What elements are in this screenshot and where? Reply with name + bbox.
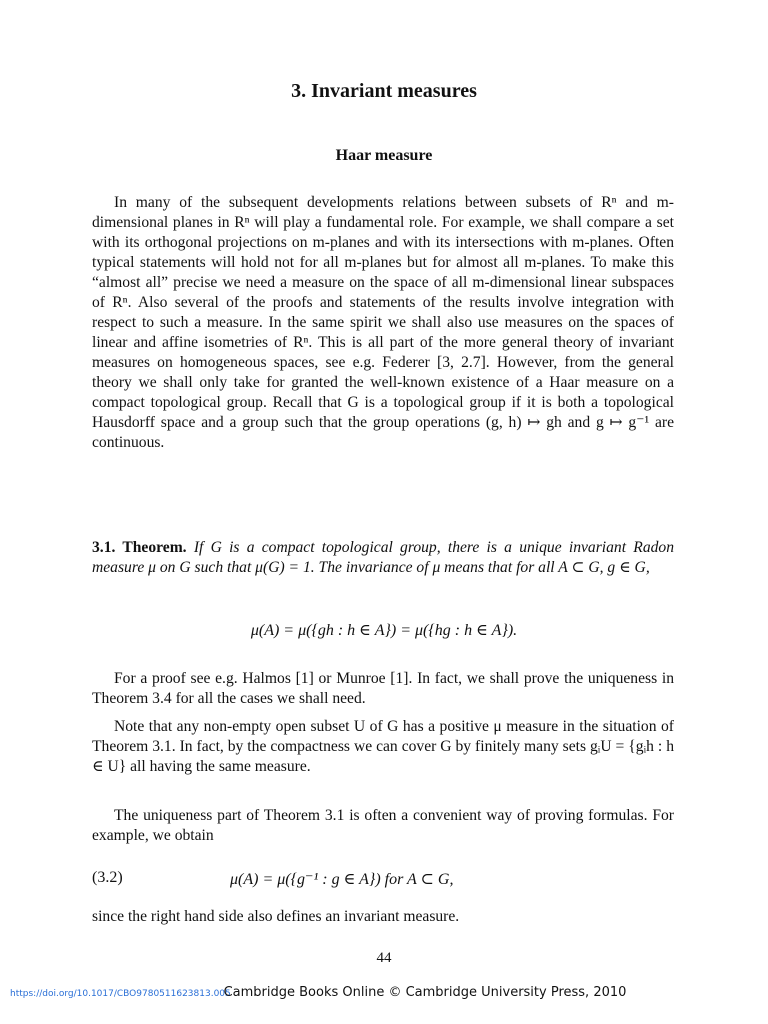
footer [0,985,768,1005]
chapter-title: 3. Invariant measures [291,80,477,102]
theorem-heading: 3.1. Theorem. [92,539,187,556]
equation-3-2-label: (3.2) [92,869,123,886]
doi-link[interactable]: https://doi.org/10.1017/CBO9780511623813.005 [10,989,231,999]
page-number: 44 [376,950,392,966]
paragraph-uniqueness: The uniqueness part of Theorem 3.1 is often a convenient way of proving formulas. For example, we obtain [92,807,674,844]
paragraph-conclusion: since the right hand side also defines an invariant measure. [92,908,460,925]
theorem-statement: If G is a compact topological group, there is a unique invariant Radon measure μ on G such that μ(G) = 1. The invariance of μ means that for all A ⊂ G, g ∈ G, [92,539,675,576]
equation-3-2: μ(A) = μ({g⁻¹ : g ∈ A}) for A ⊂ G, [230,871,454,888]
paragraph-open-subsets: Note that any non-empty open subset U of G has a positive μ measure in the situation of Theorem 3.1. In fact, by the compactness we can cover G by finitely many sets gᵢU = {gᵢh : h ∈ U} all having the same measure. [92,718,674,775]
equation-invariance: μ(A) = μ({gh : h ∈ A}) = μ({hg : h ∈ A}). [250,622,518,639]
section-title: Haar measure [335,147,433,164]
theorem-3-1 [92,538,674,578]
paragraph-intro: In many of the subsequent developments relations between subsets of Rⁿ and m-dimensional planes in Rⁿ will play a fundamental role. For example, we shall compare a set with its orthogonal projections on m-planes and with its intersections with m-planes. Often typical statements will hold not for all m-planes but for almost all m-planes. To make this “almost all” precise we need a measure on the space of all m-dimensional linear subspaces of Rⁿ. Also several of the proofs and statements of the results involve integration with respect to such a measure. In the same spirit we shall also use measures on the spaces of linear and affine isometries of Rⁿ. This is all part of the more general theory of invariant measures on homogeneous spaces, see e.g. Federer [3, 2.7]. However, from the general theory we shall only take for granted the well-known existence of a Haar measure on a compact topological group. Recall that G is a topological group if it is both a topological Hausdorff space and a group such that the group operations (g, h) ↦ gh and g ↦ g⁻¹ are continuous. [92,194,674,451]
paragraph-proof-reference: For a proof see e.g. Halmos [1] or Munroe [1]. In fact, we shall prove the uniqueness in Theorem 3.4 for all the cases we shall need. [92,670,674,707]
copyright-notice: Cambridge Books Online © Cambridge University Press, 2010 [223,985,627,1000]
